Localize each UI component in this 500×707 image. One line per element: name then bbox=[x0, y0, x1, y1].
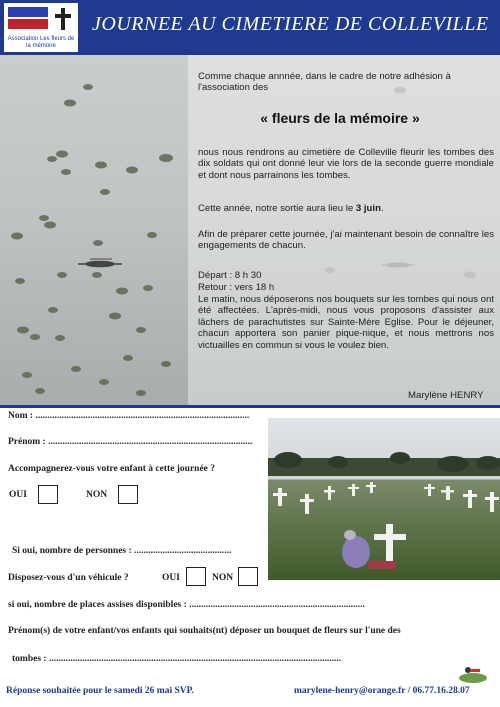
outing-date-line: Cette année, notre sortie aura lieu le 3 juin. bbox=[198, 203, 384, 214]
nom-field[interactable]: Nom : .......................................................................................... bbox=[8, 411, 250, 421]
small-logo-icon bbox=[458, 663, 488, 683]
program-paragraph: Le matin, nous déposerons nos bouquets sur les tombes qui nous ont été affectées. L'après-midi, nous vous proposons d'assister aux lâchers de parachutistes sur Sainte-Mère Eglise. Pour le déjeuner, chacun apportera son panier pique-nique, et nous mettrons nos victuailles en commun si vous le voulez bien. bbox=[198, 294, 494, 351]
intro-line: Comme chaque annnée, dans le cadre de notre adhésion à l'association des bbox=[198, 71, 451, 94]
cross-icon bbox=[55, 8, 71, 30]
non-checkbox[interactable] bbox=[118, 485, 138, 504]
tombes-field[interactable]: tombes : ........................................................................................................................... bbox=[12, 654, 342, 664]
signature: Marylène HENRY bbox=[408, 390, 484, 401]
vehicle-question: Disposez-vous d'un véhicule ? bbox=[8, 573, 129, 583]
cemetery-photo bbox=[268, 418, 500, 580]
contact-info[interactable]: marylene-henry@orange.fr / 06.77.16.28.07 bbox=[294, 686, 470, 696]
children-question: Prénom(s) de votre enfant/vos enfants qui souhaits(nt) déposer un bouquet de fleurs sur l'une des bbox=[8, 626, 401, 636]
return-time: Retour : vers 18 h bbox=[198, 282, 275, 293]
persons-field[interactable]: Si oui, nombre de personnes : ......................................... bbox=[12, 546, 232, 556]
depart-time: Départ : 8 h 30 bbox=[198, 270, 262, 281]
oui-checkbox[interactable] bbox=[38, 485, 58, 504]
association-name: « fleurs de la mémoire » bbox=[260, 110, 420, 126]
vehicle-oui-label: OUI bbox=[162, 573, 180, 583]
vehicle-non-label: NON bbox=[212, 573, 234, 583]
outing-date: 3 juin bbox=[355, 203, 381, 214]
separator-line bbox=[0, 405, 500, 408]
logo-text: Association Les fleurs de la mémoire bbox=[7, 36, 75, 49]
intro-paragraph: nous nous rendrons au cimetière de Colleville fleurir les tombes des dix soldats qui ont donné leur vie lors de la seconde guerre mondiale et dont nous parrainons les tombes. bbox=[198, 147, 494, 181]
seats-field[interactable]: si oui, nombre de places assises disponibles : .......................................................................... bbox=[8, 600, 365, 610]
accompany-question: Accompagnerez-vous votre enfant à cette journée ? bbox=[8, 464, 216, 474]
association-logo bbox=[4, 3, 78, 52]
cemetery-illustration bbox=[268, 418, 500, 580]
page-title: JOURNEE AU CIMETIERE DE COLLEVILLE bbox=[92, 13, 489, 35]
reply-deadline: Réponse souhaitée pour le samedi 26 mai SVP. bbox=[6, 686, 194, 696]
prenom-field[interactable]: Prénom : ...................................................................................... bbox=[8, 437, 253, 447]
non-label: NON bbox=[86, 490, 108, 500]
vehicle-non-checkbox[interactable] bbox=[238, 567, 258, 586]
header-bar bbox=[0, 0, 500, 55]
vehicle-oui-checkbox[interactable] bbox=[186, 567, 206, 586]
oui-label: OUI bbox=[9, 490, 27, 500]
prepare-paragraph: Afin de préparer cette journée, j'ai maintenant besoin de connaître les engagements de chacun. bbox=[198, 229, 494, 252]
flag-icon bbox=[8, 7, 48, 29]
